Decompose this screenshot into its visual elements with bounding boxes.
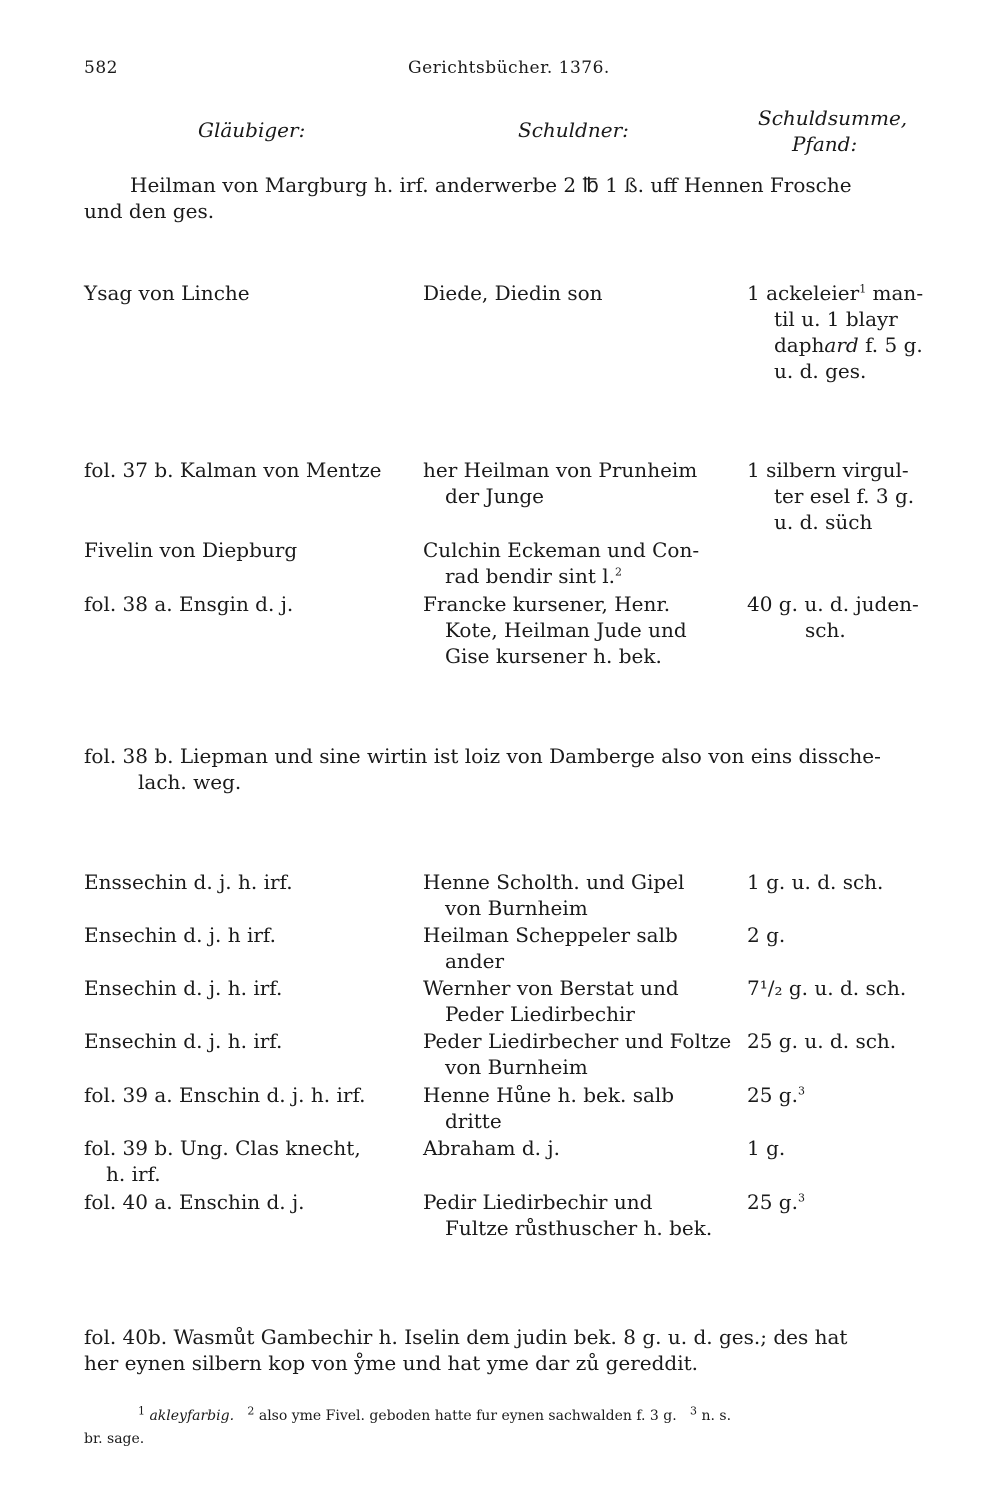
footnote-marker: 2 — [614, 565, 622, 579]
debtor-cell: Gise kursener h. bek. — [445, 644, 662, 668]
debtor-cell — [445, 563, 622, 589]
sum-text: man- — [866, 281, 924, 305]
debtor-cell: Kote, Heilman Jude und — [445, 618, 687, 642]
sum-text-italic: ard — [824, 333, 859, 357]
page-number: 582 — [84, 58, 118, 78]
sum-cell: til u. 1 blayr — [774, 307, 898, 331]
column-heading-sum: Schuldsumme, — [758, 106, 908, 130]
sum-cell: 25 g. u. d. sch. — [747, 1029, 897, 1053]
sum-text: f. 5 g. — [858, 333, 923, 357]
debtor-cell: Heilman Scheppeler salb — [423, 923, 678, 947]
footnote-marker: 1 — [859, 282, 867, 296]
debtor-cell: Pedir Liedirbechir und — [423, 1190, 653, 1214]
footnote-marker: 3 — [797, 1084, 805, 1098]
column-heading-pledge: Pfand: — [792, 132, 858, 156]
debtor-cell: von Burnheim — [445, 896, 588, 920]
footnote-text: also yme Fivel. geboden hatte fur eynen sachwalden f. 3 g. — [258, 1408, 677, 1424]
paragraph-line: und den ges. — [84, 199, 215, 223]
creditor-cell: Ensechin d. j. h irf. — [84, 923, 276, 947]
creditor-cell: h. irf. — [106, 1162, 161, 1186]
creditor-cell: fol. 37 b. Kalman von Mentze — [84, 458, 382, 482]
debtor-cell: Culchin Eckeman und Con- — [423, 538, 700, 562]
paragraph-line: her eynen silbern kop von ẙme und hat yme dar zů gereddit. — [84, 1351, 699, 1375]
sum-cell: 1 g. — [747, 1136, 786, 1160]
sum-text: daph — [774, 333, 825, 357]
sum-cell — [774, 332, 923, 358]
footnote-marker: 1 — [138, 1404, 145, 1418]
creditor-cell: fol. 39 b. Ung. Clas knecht, — [84, 1136, 361, 1160]
sum-cell: 7¹/₂ g. u. d. sch. — [747, 976, 907, 1000]
footnote-marker: 3 — [797, 1191, 805, 1205]
creditor-cell: Fivelin von Diepburg — [84, 538, 298, 562]
debtor-cell: Peder Liedirbechir — [445, 1002, 635, 1026]
debtor-cell: Diede, Diedin son — [423, 281, 603, 305]
footnote-line: br. sage. — [84, 1431, 145, 1447]
paragraph-line: lach. weg. — [138, 770, 242, 794]
sum-cell: 1 silbern virgul- — [747, 458, 909, 482]
paragraph-line: fol. 38 b. Liepman und sine wirtin ist loiz von Damberge also von eins dissche- — [84, 744, 881, 768]
creditor-cell: Ensechin d. j. h. irf. — [84, 1029, 283, 1053]
debtor-cell: Wernher von Berstat und — [423, 976, 679, 1000]
sum-cell: ter esel f. 3 g. — [774, 484, 915, 508]
sum-cell — [747, 1082, 805, 1108]
debtor-cell: Francke kursener, Henr. — [423, 592, 671, 616]
debtor-cell: dritte — [445, 1109, 502, 1133]
column-heading-creditor: Gläubiger: — [198, 118, 306, 142]
debtor-cell: her Heilman von Prunheim — [423, 458, 698, 482]
sum-cell: u. d. ges. — [774, 359, 867, 383]
debtor-cell: Peder Liedirbecher und Foltze — [423, 1029, 732, 1053]
running-title: Gerichtsbücher. 1376. — [408, 58, 610, 78]
creditor-cell: Ensechin d. j. h. irf. — [84, 976, 283, 1000]
creditor-cell: fol. 40 a. Enschin d. j. — [84, 1190, 305, 1214]
sum-text: 25 g. — [747, 1083, 798, 1107]
sum-text: 1 ackeleier — [747, 281, 860, 305]
sum-cell: 2 g. — [747, 923, 786, 947]
debtor-cell: Fultze růsthuscher h. bek. — [445, 1216, 713, 1240]
paragraph-line: fol. 40b. Wasmůt Gambechir h. Iselin dem judin bek. 8 g. u. d. ges.; des hat — [84, 1325, 848, 1349]
debtor-text: rad bendir sint l. — [445, 564, 615, 588]
sum-cell — [747, 280, 923, 306]
debtor-cell: Abraham d. j. — [423, 1136, 560, 1160]
creditor-cell: fol. 39 a. Enschin d. j. h. irf. — [84, 1083, 366, 1107]
debtor-cell: Henne Scholth. und Gipel — [423, 870, 685, 894]
sum-cell: u. d. süch — [774, 510, 873, 534]
column-heading-debtor: Schuldner: — [518, 118, 629, 142]
sum-cell — [747, 1189, 805, 1215]
sum-cell: sch. — [805, 618, 846, 642]
sum-cell: 40 g. u. d. juden- — [747, 592, 919, 616]
debtor-cell: der Junge — [445, 484, 544, 508]
creditor-cell: fol. 38 a. Ensgin d. j. — [84, 592, 294, 616]
debtor-cell: von Burnheim — [445, 1055, 588, 1079]
creditor-cell: Enssechin d. j. h. irf. — [84, 870, 293, 894]
footnote-marker: 2 — [247, 1404, 255, 1418]
creditor-cell: Ysag von Linche — [84, 281, 250, 305]
footnote-line — [138, 1405, 731, 1427]
sum-cell: 1 g. u. d. sch. — [747, 870, 884, 894]
debtor-cell: ander — [445, 949, 505, 973]
paragraph-line: Heilman von Margburg h. irf. anderwerbe 2 ℔ 1 ß. uff Hennen Frosche — [130, 173, 852, 197]
sum-text: 25 g. — [747, 1190, 798, 1214]
debtor-cell: Henne Hůne h. bek. salb — [423, 1083, 675, 1107]
footnote-marker: 3 — [690, 1404, 698, 1418]
footnote-text: n. s. — [701, 1408, 732, 1424]
footnote-text: akleyfarbig. — [149, 1408, 235, 1424]
